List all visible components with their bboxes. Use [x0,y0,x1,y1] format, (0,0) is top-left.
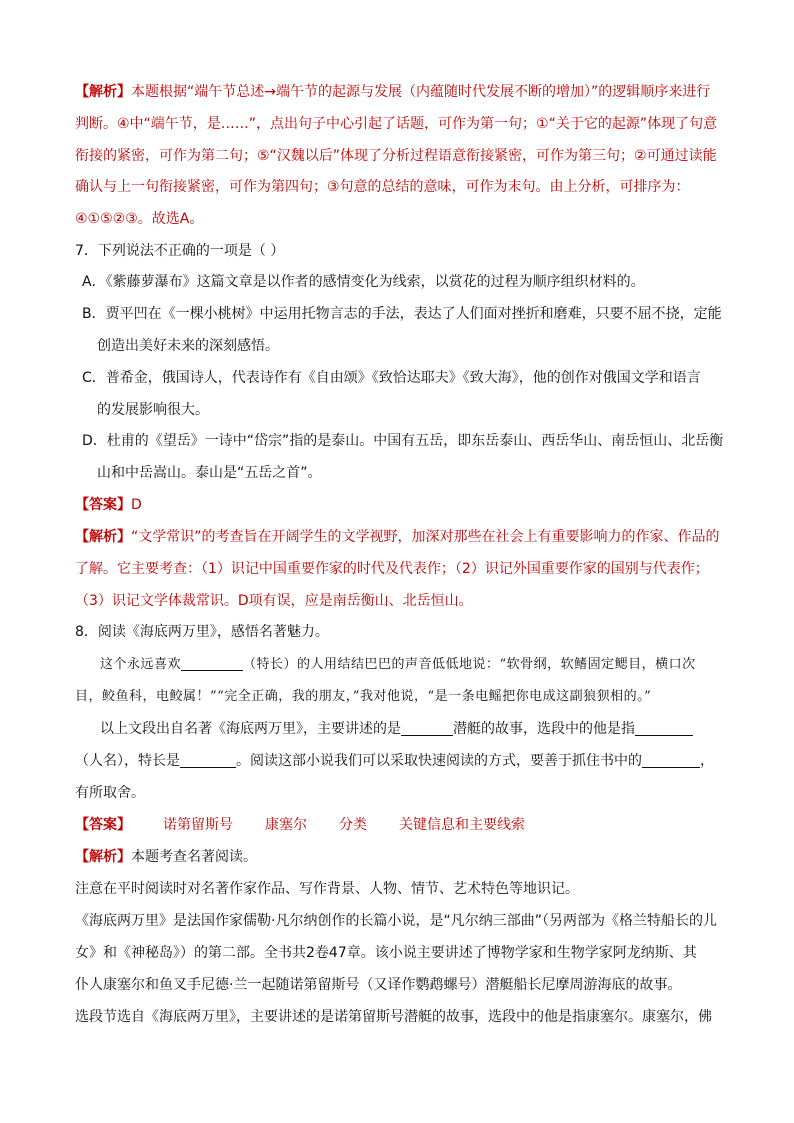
option-d-line-1: D．杜甫的《望岳》一诗中“岱宗”指的是泰山。中国有五岳，即东岳泰山、西岳华山、南岳恒山、北岳衡 [82,433,724,449]
question-7-answer [75,495,142,515]
question-8-analysis-line-3: 女》和《神秘岛》）的第二部。全书共2卷47章。该小说主要讲述了博物学家和生物学家阿龙纳斯、其 [75,945,697,961]
option-c-line-1: C．普希金，俄国诗人，代表诗作有《自由颂》《致恰达耶夫》《致大海》，他的创作对俄国文学和语言 [82,370,701,386]
question-8-para-line-2 [75,751,714,771]
para-text-e: ， [700,753,714,769]
analysis-line-5: ④①⑤②③。故选A。 [75,211,204,227]
para-text-d: 。阅读这部小说我们可以采取快速阅读的方式，要善于抓住书中的 [236,753,642,769]
answer-item-1: 诺第留斯号 [163,817,233,833]
question-8-analysis-line-5: 选段节选自《海底两万里》，主要讲述的是诺第留斯号潜艇的故事，选段中的他是指康塞尔。康塞尔，佛 [75,1009,712,1025]
answer-tag: 【答案】 [75,817,131,833]
para-text-b: 潜艇的故事，选段中的他是指 [453,721,635,737]
blank-specialty-answer [180,753,236,768]
analysis-text: 本题考查名著阅读。 [131,849,257,865]
question-8-stem: 8．阅读《海底两万里》，感悟名著魅力。 [75,624,329,640]
blank-submarine [401,721,453,736]
para-text-c: （人名），特长是 [75,753,180,769]
quote-line-2: 目，鲛鱼科，电鲛属！”“完全正确，我的朋友，”我对他说，“是一条电鳐把你电成这副狼狈相的。” [75,689,652,704]
answer-item-2: 康塞尔 [265,817,307,833]
analysis-tag: 【解析】 [75,529,131,545]
question-8-analysis-head [75,847,257,867]
question-8-analysis-line-4: 仆人康塞尔和鱼叉手尼德·兰一起随诺第留斯号（又译作鹦鹉螺号）潜艇船长尼摩周游海底的故事。 [75,977,682,993]
analysis-line-4: 确认与上一句衔接紧密，可作为第四句；③句意的总结的意味，可作为末句。由上分析，可排序为： [75,179,690,195]
quote-text-b: （特长）的人用结结巴巴的声音低低地说：“软骨纲，软鳍固定鳃目，横口次 [243,657,696,672]
question-8-para-line-3: 有所取舍。 [75,785,145,801]
option-d-line-2: 山和中岳嵩山。泰山是“五岳之首”。 [97,465,322,481]
analysis-line-2: 判断。④中“端午节，是……”，点出句子中心引起了话题，可作为第一句；①“关于它的起源”体现了句意 [75,116,718,132]
blank-key-info [642,753,700,768]
answer-value: D [131,497,142,513]
option-b-line-1: B．贾平凹在《一棵小桃树》中运用托物言志的手法，表达了人们面对挫折和磨难，只要不屈不挠，定能 [82,306,722,322]
analysis-tag: 【解析】 [75,84,131,100]
question-7-analysis-line-1 [75,527,720,547]
answer-tag: 【答案】 [75,497,131,513]
question-8-answer [75,815,525,835]
answer-item-4: 关键信息和主要线索 [399,817,525,833]
analysis-text: 本题根据“端午节总述→端午节的起源与发展（内蕴随时代发展不断的增加）”的逻辑顺序来进行 [131,84,711,100]
answer-item-3: 分类 [339,817,367,833]
question-8-analysis-line-2: 《海底两万里》是法国作家儒勒·凡尔纳创作的长篇小说，是“凡尔纳三部曲”（另两部为《格兰特船长的儿 [75,913,717,929]
question-7-stem: 7．下列说法不正确的一项是（ ） [75,243,285,259]
question-7-analysis-line-2: 了解。它主要考查：（1）识记中国重要作家的时代及代表作；（2）识记外国重要作家的国别与代表作； [75,561,709,577]
question-8-para-line-1 [100,719,693,739]
analysis-text: “文学常识”的考查旨在开阔学生的文学视野，加深对那些在社会上有重要影响力的作家、作品的 [131,529,720,545]
question-7-analysis-line-3: （3）识记文学体裁常识。D项有误，应是南岳衡山、北岳恒山。 [75,593,473,609]
quote-line-1 [100,655,696,675]
blank-person [635,721,693,736]
option-b-line-2: 创造出美好未来的深刻感悟。 [97,338,279,354]
analysis-line-3: 衔接的紧密，可作为第二句；⑤“汉魏以后”体现了分析过程语意衔接紧密，可作为第三句；②可通过读能 [75,148,717,164]
quote-text-a: 这个永远喜欢 [100,657,182,672]
analysis-line-1 [75,82,710,102]
analysis-tag: 【解析】 [75,849,131,865]
option-c-line-2: 的发展影响很大。 [97,402,209,418]
question-8-analysis-line-1: 注意在平时阅读时对名著作家作品、写作背景、人物、情节、艺术特色等地识记。 [75,881,579,897]
para-text-a: 以上文段出自名著《海底两万里》，主要讲述的是 [100,721,401,737]
blank-specialty [181,656,243,671]
option-a: A．《紫藤萝瀑布》这篇文章是以作者的感情变化为线索，以赏花的过程为顺序组织材料的。 [82,274,645,290]
